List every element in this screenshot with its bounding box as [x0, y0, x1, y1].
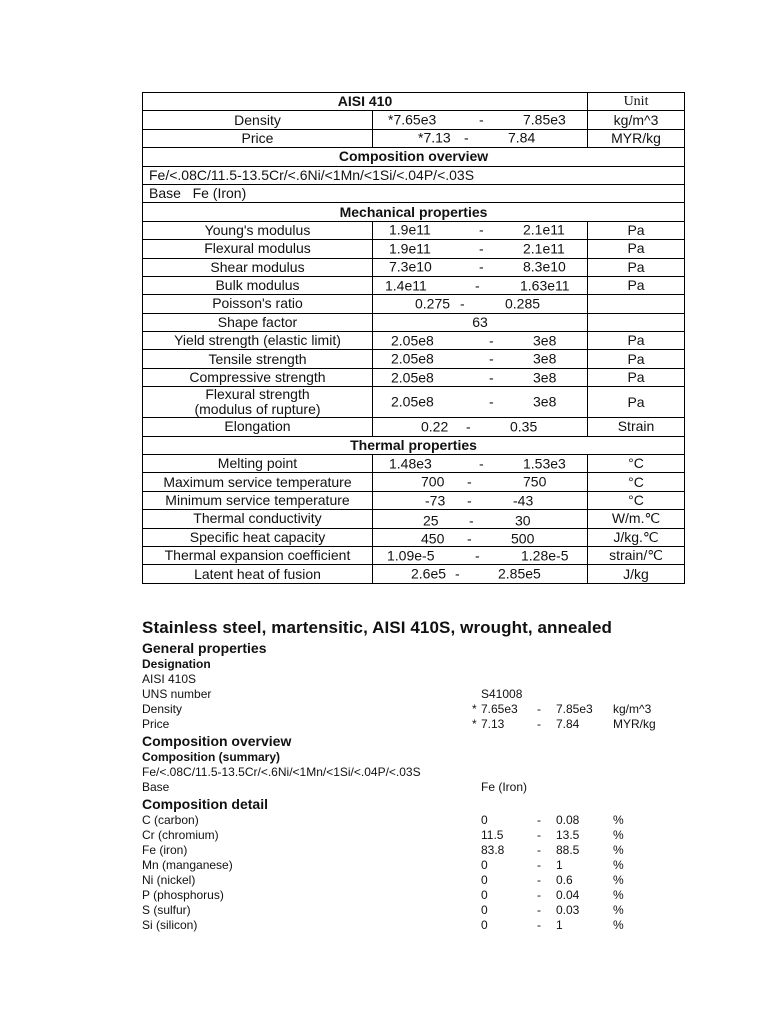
- range-dash: -: [489, 369, 494, 386]
- property-label: Tensile strength: [208, 350, 307, 367]
- range-dash: -: [466, 418, 471, 435]
- datasheet-heading: General properties: [142, 640, 267, 656]
- property-label: Density: [234, 111, 281, 128]
- range-dash: -: [460, 295, 465, 312]
- line-label: UNS number: [142, 687, 212, 701]
- table-row: [143, 546, 685, 564]
- range-dash: -: [537, 903, 541, 917]
- line-label: S (sulfur): [142, 903, 191, 917]
- property-name: [143, 221, 373, 239]
- value-unit: %: [613, 828, 624, 842]
- value-high: 0.08: [556, 813, 580, 827]
- range-dash: -: [537, 828, 541, 842]
- table-row: [143, 350, 685, 368]
- table-row: [143, 473, 685, 491]
- value-high: 3e8: [533, 332, 557, 349]
- property-value: [373, 473, 588, 491]
- property-unit: °C: [588, 455, 685, 473]
- property-name: [143, 276, 373, 294]
- property-name: [143, 313, 373, 331]
- estimate-marker: *: [472, 702, 477, 716]
- property-value: [373, 368, 588, 386]
- value-low: 1.9e11: [389, 221, 431, 238]
- property-value: [373, 387, 588, 418]
- value-high: 1: [556, 858, 563, 872]
- property-name: [143, 350, 373, 368]
- property-label: Melting point: [217, 455, 298, 472]
- range-dash: -: [537, 843, 541, 857]
- value-high: 7.84: [508, 129, 536, 146]
- property-name: [143, 129, 373, 147]
- value-low: *7.65e3: [388, 111, 437, 128]
- property-value: [373, 350, 588, 368]
- value-high: 88.5: [556, 843, 580, 857]
- range-dash: -: [464, 129, 469, 146]
- property-value: [373, 510, 588, 528]
- property-label: Minimum service temperature: [165, 492, 350, 508]
- property-name: [143, 491, 373, 509]
- property-unit: strain/℃: [588, 546, 685, 564]
- range-dash: -: [467, 530, 472, 547]
- datasheet-line: [142, 918, 702, 933]
- value-low: 0: [481, 813, 488, 827]
- property-unit: Pa: [588, 332, 685, 350]
- value-unit: %: [613, 918, 624, 932]
- datasheet-line: [142, 843, 702, 858]
- property-unit: Pa: [588, 350, 685, 368]
- range-dash: -: [467, 473, 472, 490]
- range-dash: -: [479, 258, 484, 275]
- property-unit: [588, 295, 685, 313]
- value-high: 2.1e11: [523, 240, 565, 257]
- value-high: 3e8: [533, 393, 557, 410]
- value-low: 0.275: [415, 295, 451, 312]
- material-datasheet: [142, 617, 702, 933]
- value-low: 2.05e8: [391, 350, 434, 367]
- property-label-line2: (modulus of rupture): [194, 401, 321, 418]
- property-name: [143, 418, 373, 436]
- table-row: [143, 240, 685, 258]
- value-low: *7.13: [418, 129, 451, 146]
- value-low: 0: [481, 918, 488, 932]
- property-name: [143, 510, 373, 528]
- property-value: [373, 565, 588, 583]
- section-header: Composition overview: [143, 148, 685, 166]
- value-high: 2.1e11: [523, 221, 565, 238]
- datasheet-subheading: Designation: [142, 657, 211, 671]
- line-label: Cr (chromium): [142, 828, 219, 842]
- value-high: 1.63e11: [520, 277, 570, 294]
- property-label: Yield strength (elastic limit): [174, 332, 341, 349]
- property-unit: W/m.℃: [588, 510, 685, 528]
- property-unit: Pa: [588, 276, 685, 294]
- datasheet-line: [142, 903, 702, 918]
- value-high: 2.85e5: [498, 565, 541, 582]
- line-label: Price: [142, 717, 170, 731]
- property-value: [373, 546, 588, 564]
- table-row: [143, 276, 685, 294]
- value-low: 2.05e8: [391, 393, 434, 410]
- property-unit: Pa: [588, 368, 685, 386]
- value-unit: %: [613, 903, 624, 917]
- value-low: 0: [481, 888, 488, 902]
- property-name: [143, 455, 373, 473]
- value-high: 0.35: [510, 418, 538, 435]
- property-name: [143, 528, 373, 546]
- property-label: Compressive strength: [189, 369, 326, 386]
- datasheet-line: [142, 687, 702, 702]
- value-high: 1.53e3: [523, 455, 566, 472]
- line-value: S41008: [481, 687, 523, 701]
- property-unit: °C: [588, 491, 685, 509]
- table-row: [143, 313, 685, 331]
- property-name: [143, 258, 373, 276]
- table-row: [143, 436, 685, 454]
- range-dash: -: [479, 111, 484, 128]
- property-value: [373, 313, 588, 331]
- property-unit: Strain: [588, 418, 685, 436]
- property-name: [143, 387, 373, 418]
- range-dash: -: [489, 393, 494, 410]
- value-unit: %: [613, 888, 624, 902]
- value-high: 0.03: [556, 903, 580, 917]
- property-unit: Pa: [588, 387, 685, 418]
- composition-text: Base Fe (Iron): [143, 184, 685, 202]
- property-label: Thermal expansion coefficient: [164, 547, 351, 564]
- property-label: Thermal conductivity: [193, 510, 322, 527]
- datasheet-line: [142, 858, 702, 873]
- property-name: [143, 473, 373, 491]
- estimate-marker: *: [472, 717, 477, 731]
- property-name: [143, 240, 373, 258]
- value-low: 2.6e5: [411, 565, 447, 582]
- property-unit: kg/m^3: [588, 111, 685, 129]
- value-high: -43: [513, 492, 534, 508]
- datasheet-title: Stainless steel, martensitic, AISI 410S, wrought, annealed: [142, 618, 612, 637]
- value-high: 500: [511, 530, 535, 547]
- table-row: [143, 258, 685, 276]
- property-value: [373, 221, 588, 239]
- table-row: [143, 565, 685, 583]
- table-row: [143, 528, 685, 546]
- table-row: [143, 387, 685, 418]
- range-dash: -: [475, 277, 480, 294]
- value-low: 450: [421, 530, 445, 547]
- datasheet-line: [142, 702, 702, 717]
- range-dash: -: [537, 858, 541, 872]
- value-low: 1.4e11: [385, 277, 427, 294]
- value-low: 0: [481, 903, 488, 917]
- table-row: [143, 368, 685, 386]
- datasheet-line: [142, 765, 702, 780]
- property-value: [373, 528, 588, 546]
- line-label: Ni (nickel): [142, 873, 196, 887]
- table-row: [143, 510, 685, 528]
- value-unit: kg/m^3: [613, 702, 652, 716]
- value-low: 1.48e3: [389, 455, 432, 472]
- table-row: [143, 418, 685, 436]
- table-row: [143, 203, 685, 221]
- datasheet-heading: Composition overview: [142, 733, 292, 749]
- range-dash: -: [537, 873, 541, 887]
- table-row: [143, 166, 685, 184]
- property-label: Poisson's ratio: [212, 295, 303, 312]
- value-high: 13.5: [556, 828, 580, 842]
- value-low: 1.09e-5: [387, 547, 435, 564]
- line-label: Fe/<.08C/11.5-13.5Cr/<.6Ni/<1Mn/<1Si/<.04P/<.03S: [142, 765, 421, 779]
- value-unit: %: [613, 813, 624, 827]
- value-high: 1: [556, 918, 563, 932]
- value-high: 750: [523, 473, 547, 490]
- value-high: 7.84: [556, 717, 580, 731]
- value-low: -73: [425, 492, 446, 508]
- value-low: 7.65e3: [481, 702, 518, 716]
- range-dash: -: [489, 332, 494, 349]
- property-value: [373, 240, 588, 258]
- property-label: Maximum service temperature: [163, 473, 352, 490]
- line-label: C (carbon): [142, 813, 199, 827]
- range-dash: -: [469, 512, 474, 529]
- datasheet-line: [142, 780, 702, 795]
- line-label: Si (silicon): [142, 918, 198, 932]
- range-dash: -: [479, 240, 484, 257]
- property-value: [373, 295, 588, 313]
- value-low: 11.5: [481, 828, 504, 842]
- range-dash: -: [537, 918, 541, 932]
- property-value: [373, 491, 588, 509]
- datasheet-line: [142, 717, 702, 732]
- property-label: Elongation: [224, 418, 291, 435]
- value-single: 63: [472, 313, 488, 330]
- value-low: 7.3e10: [389, 258, 432, 275]
- value-low: 2.05e8: [391, 332, 434, 349]
- property-value: [373, 418, 588, 436]
- property-unit: J/kg.℃: [588, 528, 685, 546]
- property-unit: MYR/kg: [588, 129, 685, 147]
- property-unit: J/kg: [588, 565, 685, 583]
- table-row: [143, 491, 685, 509]
- value-unit: %: [613, 873, 624, 887]
- value-low: 0: [481, 873, 488, 887]
- range-dash: -: [537, 717, 541, 731]
- line-label: Fe (iron): [142, 843, 188, 857]
- datasheet-line: [142, 888, 702, 903]
- value-low: 1.9e11: [389, 240, 431, 257]
- value-high: 0.04: [556, 888, 580, 902]
- range-dash: -: [479, 455, 484, 472]
- value-unit: %: [613, 843, 624, 857]
- table-row: [143, 332, 685, 350]
- property-name: [143, 546, 373, 564]
- property-label: Specific heat capacity: [189, 528, 326, 545]
- property-label: Price: [241, 129, 274, 146]
- property-unit: Pa: [588, 240, 685, 258]
- line-label: Mn (manganese): [142, 858, 233, 872]
- value-low: 0: [481, 858, 488, 872]
- value-low: 0.22: [421, 418, 449, 435]
- table-row: [143, 295, 685, 313]
- value-low: 2.05e8: [391, 369, 434, 386]
- datasheet-heading: Composition detail: [142, 796, 268, 812]
- composition-text: Fe/<.08C/11.5-13.5Cr/<.6Ni/<1Mn/<1Si/<.04P/<.03S: [143, 166, 685, 184]
- range-dash: -: [467, 492, 472, 508]
- datasheet-subheading: Composition (summary): [142, 750, 281, 764]
- table-row: [143, 455, 685, 473]
- line-label: Density: [142, 702, 183, 716]
- range-dash: -: [537, 888, 541, 902]
- line-label: P (phosphorus): [142, 888, 224, 902]
- value-high: 1.28e-5: [521, 547, 569, 564]
- range-dash: -: [455, 565, 460, 582]
- property-value: [373, 276, 588, 294]
- value-high: 3e8: [533, 369, 557, 386]
- table-row: [143, 111, 685, 129]
- property-value: [373, 111, 588, 129]
- property-name: [143, 332, 373, 350]
- property-unit: °C: [588, 473, 685, 491]
- line-value: Fe (Iron): [481, 780, 528, 794]
- range-dash: -: [537, 813, 541, 827]
- table-title: AISI 410: [143, 93, 588, 111]
- range-dash: -: [479, 221, 484, 238]
- property-name: [143, 111, 373, 129]
- property-unit: Pa: [588, 258, 685, 276]
- property-label: Flexural strength: [205, 386, 310, 403]
- datasheet-line: [142, 828, 702, 843]
- property-label: Shape factor: [217, 313, 298, 330]
- property-label: Latent heat of fusion: [194, 565, 321, 582]
- datasheet-line: [142, 813, 702, 828]
- value-high: 0.285: [505, 295, 541, 312]
- table-title-row: [143, 93, 685, 111]
- property-label: Young's modulus: [204, 221, 311, 238]
- range-dash: -: [489, 350, 494, 367]
- table-row: [143, 129, 685, 147]
- value-low: 83.8: [481, 843, 505, 857]
- property-unit: [588, 313, 685, 331]
- datasheet-line: [142, 873, 702, 888]
- value-high: 30: [515, 512, 531, 529]
- value-high: 0.6: [556, 873, 573, 887]
- property-value: [373, 455, 588, 473]
- property-name: [143, 565, 373, 583]
- property-name: [143, 368, 373, 386]
- property-value: [373, 129, 588, 147]
- value-unit: MYR/kg: [613, 717, 656, 731]
- property-value: [373, 332, 588, 350]
- property-label: Shear modulus: [210, 258, 305, 275]
- line-label: Base: [142, 780, 170, 794]
- table-row: [143, 221, 685, 239]
- property-value: [373, 258, 588, 276]
- property-label: Flexural modulus: [204, 240, 311, 257]
- property-label: Bulk modulus: [215, 277, 300, 294]
- value-low: 700: [421, 473, 445, 490]
- table-row: [143, 184, 685, 202]
- range-dash: -: [537, 702, 541, 716]
- line-label: AISI 410S: [142, 672, 197, 686]
- unit-header: Unit: [588, 93, 685, 111]
- value-low: 25: [423, 512, 439, 529]
- property-unit: Pa: [588, 221, 685, 239]
- value-high: 7.85e3: [523, 111, 566, 128]
- value-unit: %: [613, 858, 624, 872]
- datasheet-line: [142, 672, 702, 687]
- value-low: 7.13: [481, 717, 505, 731]
- property-name: [143, 295, 373, 313]
- value-high: 3e8: [533, 350, 557, 367]
- properties-table: [142, 92, 685, 584]
- section-header: Thermal properties: [143, 436, 685, 454]
- value-high: 8.3e10: [523, 258, 566, 275]
- value-high: 7.85e3: [556, 702, 593, 716]
- table-row: [143, 148, 685, 166]
- section-header: Mechanical properties: [143, 203, 685, 221]
- range-dash: -: [475, 547, 480, 564]
